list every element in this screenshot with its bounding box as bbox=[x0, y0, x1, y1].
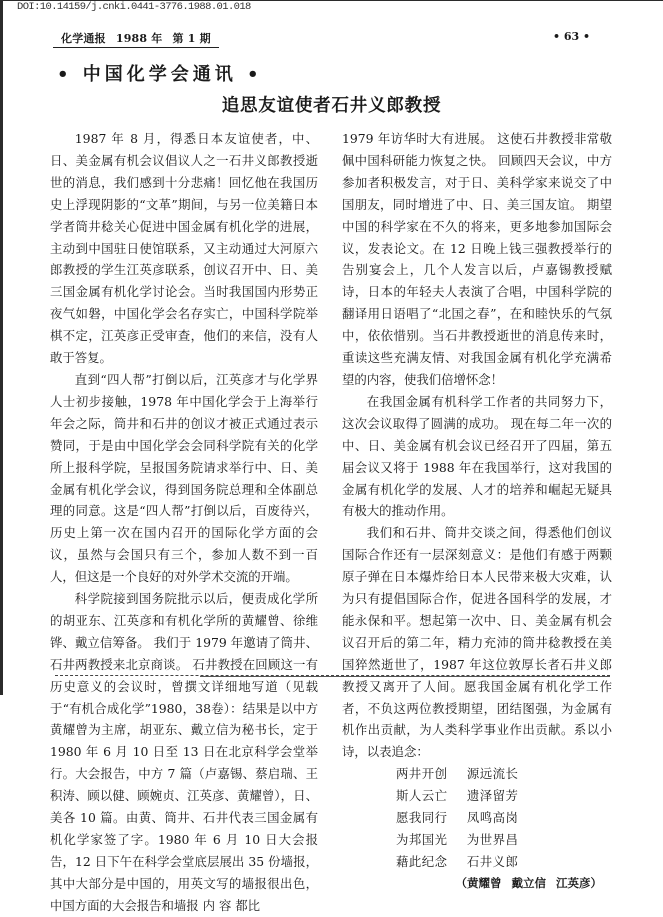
poem-line bbox=[396, 829, 612, 851]
paren-close: ） bbox=[590, 875, 602, 890]
poem-verse: 两井开创 bbox=[396, 766, 448, 782]
poem-verse: 为世界昌 bbox=[466, 832, 519, 847]
paragraph: 1979 年访华时大有进展。 这使石井教授非常敬佩中国科研能力恢复之快。 回顾四天会议，中方参加者积极发言，对于日、美科学家来说交了中国朋友，同时增进了中、日、美三国友谊。 期望中国的科学家在不久的将来，更多地参加国际会议，发表论文。在 12 日晚上钱三强教授举行的告别宴会上，几个人发言以后，卢嘉锡教授赋诗，日本的年轻夫人表演了合唱，中国科学院的翻译用日语唱了“北国之春”，在和睦快乐的气氛中，依依惜别。当石井教授逝世的消息传来时，重读这些充满友情、对我国金属有机化学充满希望的内容，使我们倍增怀念！ bbox=[342, 131, 612, 387]
poem-line bbox=[396, 807, 612, 829]
memorial-poem bbox=[342, 763, 612, 873]
paragraph: 1987 年 8 月，得悉日本友谊使者，中、日、美金属有机会议倡议人之一石井义郎教授逝世的消息，我们感到十分悲痛！回忆他在我国历史上浮现阴影的“文革”期间，与另一位美籍日本学者筒井稔关心促进中国金属有机化学的进展，主动到中国驻日使馆联系，又主动通过大河原六郎教授的学生江英彦联系，创议召开中、日、美三国金属有机化学讨论会。当时我国国内形势正夜气如磐，中国化学会名存实亡，中国科学院举棋不定，江英彦正受审查，他们的来信，没有人敢于答复。 bbox=[50, 131, 318, 366]
running-head bbox=[53, 30, 219, 48]
poem-verse: 凤鸣高岗 bbox=[466, 810, 519, 826]
poem-verse: 遗泽留芳 bbox=[466, 788, 519, 804]
right-column bbox=[342, 128, 612, 895]
author-name: 黄耀曾 bbox=[467, 875, 502, 890]
paragraph: 直到“四人帮”打倒以后，江英彦才与化学界人士初步接触，1978 年中国化学会于上海举行年会之际，筒井和石井的创议才被正式通过表示赞同，于是由中国化学会会同科学院有关的化学所上报科学院，呈报国务院请求举行中、日、美金属有机化学会议，得到国务院总理和全体副总理的同意。这是“四人帮”打倒以后，百废待兴，历史上第一次在国内召开的国际化学方面的会议，虽然与会国只有三个，参加人数不到一百人，但这是一个良好的对外学术交流的开端。 bbox=[50, 371, 318, 585]
paragraph: 科学院接到国务院批示以后，便责成化学所的胡亚东、江英彦和有机化学所的黄耀曾、徐维铧、戴立信筹备。 我们于 1979 年邀请了筒井、石井两教授来北京商谈。 石井教授在回顾这一有历史意义的会议时，曾撰文详细地写道（见载于“有机合成化学”1980，38卷）：结果是以中方黄耀曾为主席，胡亚东、戴立信为秘书长，定于 1980 年 6 月 10 日至 13 日在北京科学会堂举行。大会报告，中方 7 篇（卢嘉锡、蔡启瑞、王积涛、顾以健、顾婉贞、江英彦、黄耀曾），日、美各 10 篇。由黄、筒井、石井代表三国金属有机化学家签了字。1980 年 6 月 10 日大会报告，12 日下午在科学会堂底层展出 35 份墙报，其中大部分是中国的，用英文写的墙报很出色，中国方面的大会报告和墙报 内 容 都比 bbox=[50, 591, 318, 913]
poem-verse: 斯人云亡 bbox=[396, 788, 448, 804]
author-name: 江英彦 bbox=[556, 875, 591, 890]
paragraph: 我们和石井、筒井交谈之间，得悉他们创议国际合作还有一层深刻意义：是他们有感于两颗原子弹在日本爆炸给日本人民带来极大灾难，认为只有提倡国际合作，促进各国科学的发展，才能永保和平。想起第一次中、日、美金属有机会议召开后的第二年，精力充沛的筒井稔教授在美国猝然逝世了，1987 年这位敦厚长者石井义郎教授又离开了人间。愿我国金属有机化学工作者，不负这两位教授期望，团结图强，为金属有机作出贡献，为人类科学事业作出贡献。系以小诗，以表追念： bbox=[342, 525, 612, 760]
poem-verse: 愿我同行 bbox=[396, 810, 448, 826]
paragraph: 在我国金属有机科学工作者的共同努力下，这次会议取得了圆满的成功。 现在每二年一次的中、日、美金属有机会议已经召开了四届，第五届会议又将于 1988 年在我国举行，这对我国的金属有机化学的发展、人才的培养和崛起无疑具有极大的推动作用。 bbox=[342, 393, 612, 519]
paren-open: （ bbox=[455, 875, 467, 890]
left-column bbox=[50, 128, 318, 917]
journal-issue: 第 1 期 bbox=[172, 32, 211, 45]
poem-verse: 源远流长 bbox=[466, 766, 519, 782]
end-of-article-rule-solid bbox=[200, 676, 610, 677]
author-name: 戴立信 bbox=[511, 875, 546, 890]
section-title: • 中国化学会通讯 • bbox=[57, 64, 263, 85]
poem-verse: 为邦国光 bbox=[396, 832, 448, 847]
journal-name: 化学通报 bbox=[61, 32, 106, 45]
article-title: 追思友谊使者石井义郎教授 bbox=[221, 96, 442, 116]
poem-line bbox=[396, 785, 612, 807]
poem-verse: 藉此纪念 bbox=[396, 853, 448, 869]
doi-label: DOI:10.14159/j.cnki.0441-3776.1988.01.018 bbox=[17, 1, 251, 13]
page-number: • 63 • bbox=[553, 30, 591, 43]
author-byline bbox=[342, 873, 612, 895]
poem-line bbox=[396, 763, 612, 785]
journal-year: 1988 年 bbox=[115, 32, 163, 45]
poem-line bbox=[396, 851, 612, 873]
poem-verse: 石井义郎 bbox=[466, 853, 519, 869]
